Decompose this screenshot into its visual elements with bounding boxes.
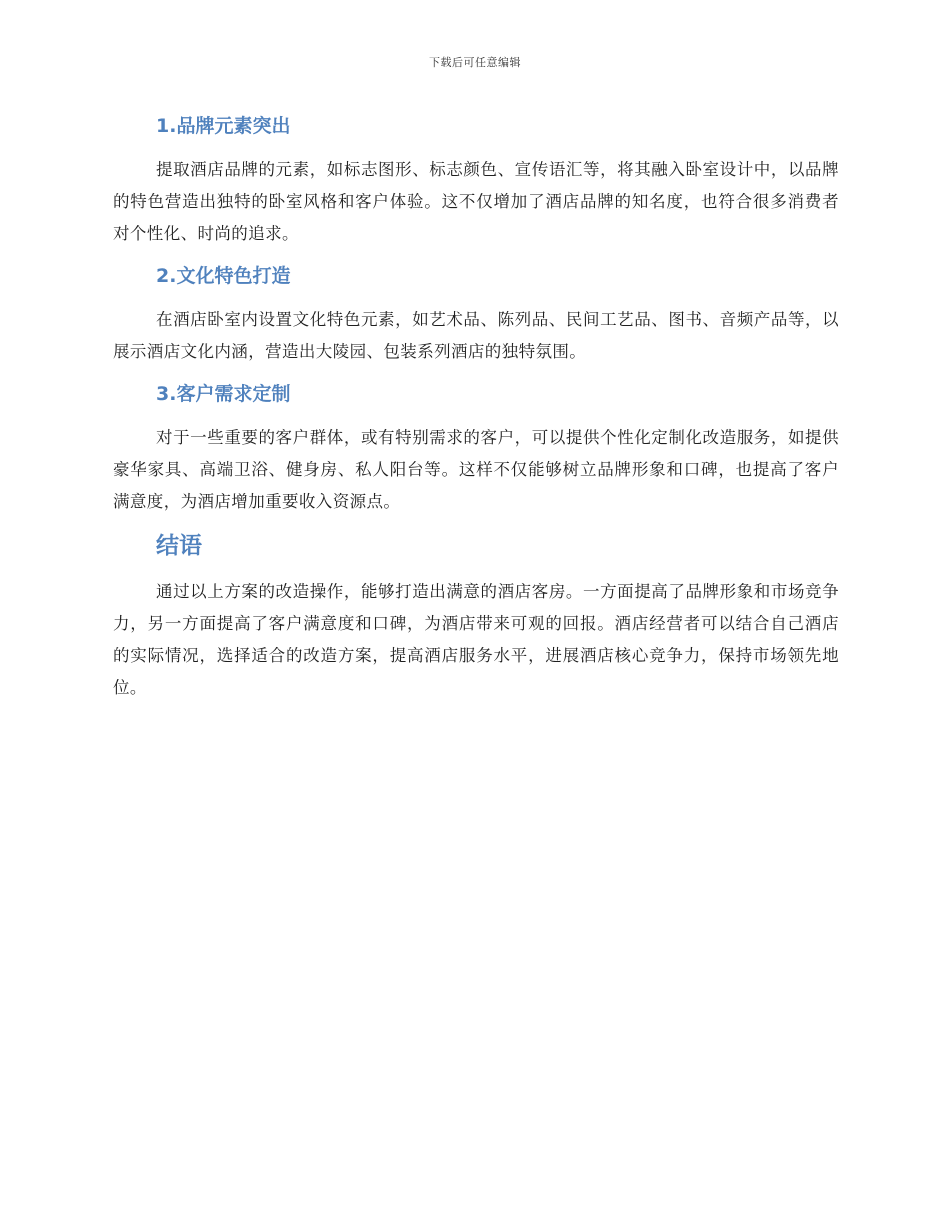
section-heading-conclusion: 结语: [156, 533, 202, 559]
document-body: [113, 108, 839, 712]
section-heading-customer-customization: 3.客户需求定制: [156, 383, 291, 405]
section-paragraph-conclusion: 通过以上方案的改造操作，能够打造出满意的酒店客房。一方面提高了品牌形象和市场竞争力，另一方面提高了客户满意度和口碑，为酒店带来可观的回报。酒店经营者可以结合自己酒店的实际情况，选择适合的改造方案，提高酒店服务水平，进展酒店核心竞争力，保持市场领先地位。: [113, 582, 839, 697]
section-paragraph-cultural-features: 在酒店卧室内设置文化特色元素，如艺术品、陈列品、民间工艺品、图书、音频产品等，以展示酒店文化内涵，营造出大陵园、包装系列酒店的独特氛围。: [113, 310, 839, 361]
section-paragraph-customer-customization: 对于一些重要的客户群体，或有特别需求的客户，可以提供个性化定制化改造服务，如提供豪华家具、高端卫浴、健身房、私人阳台等。这样不仅能够树立品牌形象和口碑，也提高了客户满意度，为酒店增加重要收入资源点。: [113, 428, 839, 511]
header-note: 下载后可任意编辑: [429, 56, 521, 69]
section-heading-brand-elements: 1.品牌元素突出: [156, 115, 291, 137]
section-heading-cultural-features: 2.文化特色打造: [156, 265, 291, 287]
section-paragraph-brand-elements: 提取酒店品牌的元素，如标志图形、标志颜色、宣传语汇等，将其融入卧室设计中，以品牌的特色营造出独特的卧室风格和客户体验。这不仅增加了酒店品牌的知名度，也符合很多消费者对个性化、时尚的追求。: [113, 160, 839, 243]
